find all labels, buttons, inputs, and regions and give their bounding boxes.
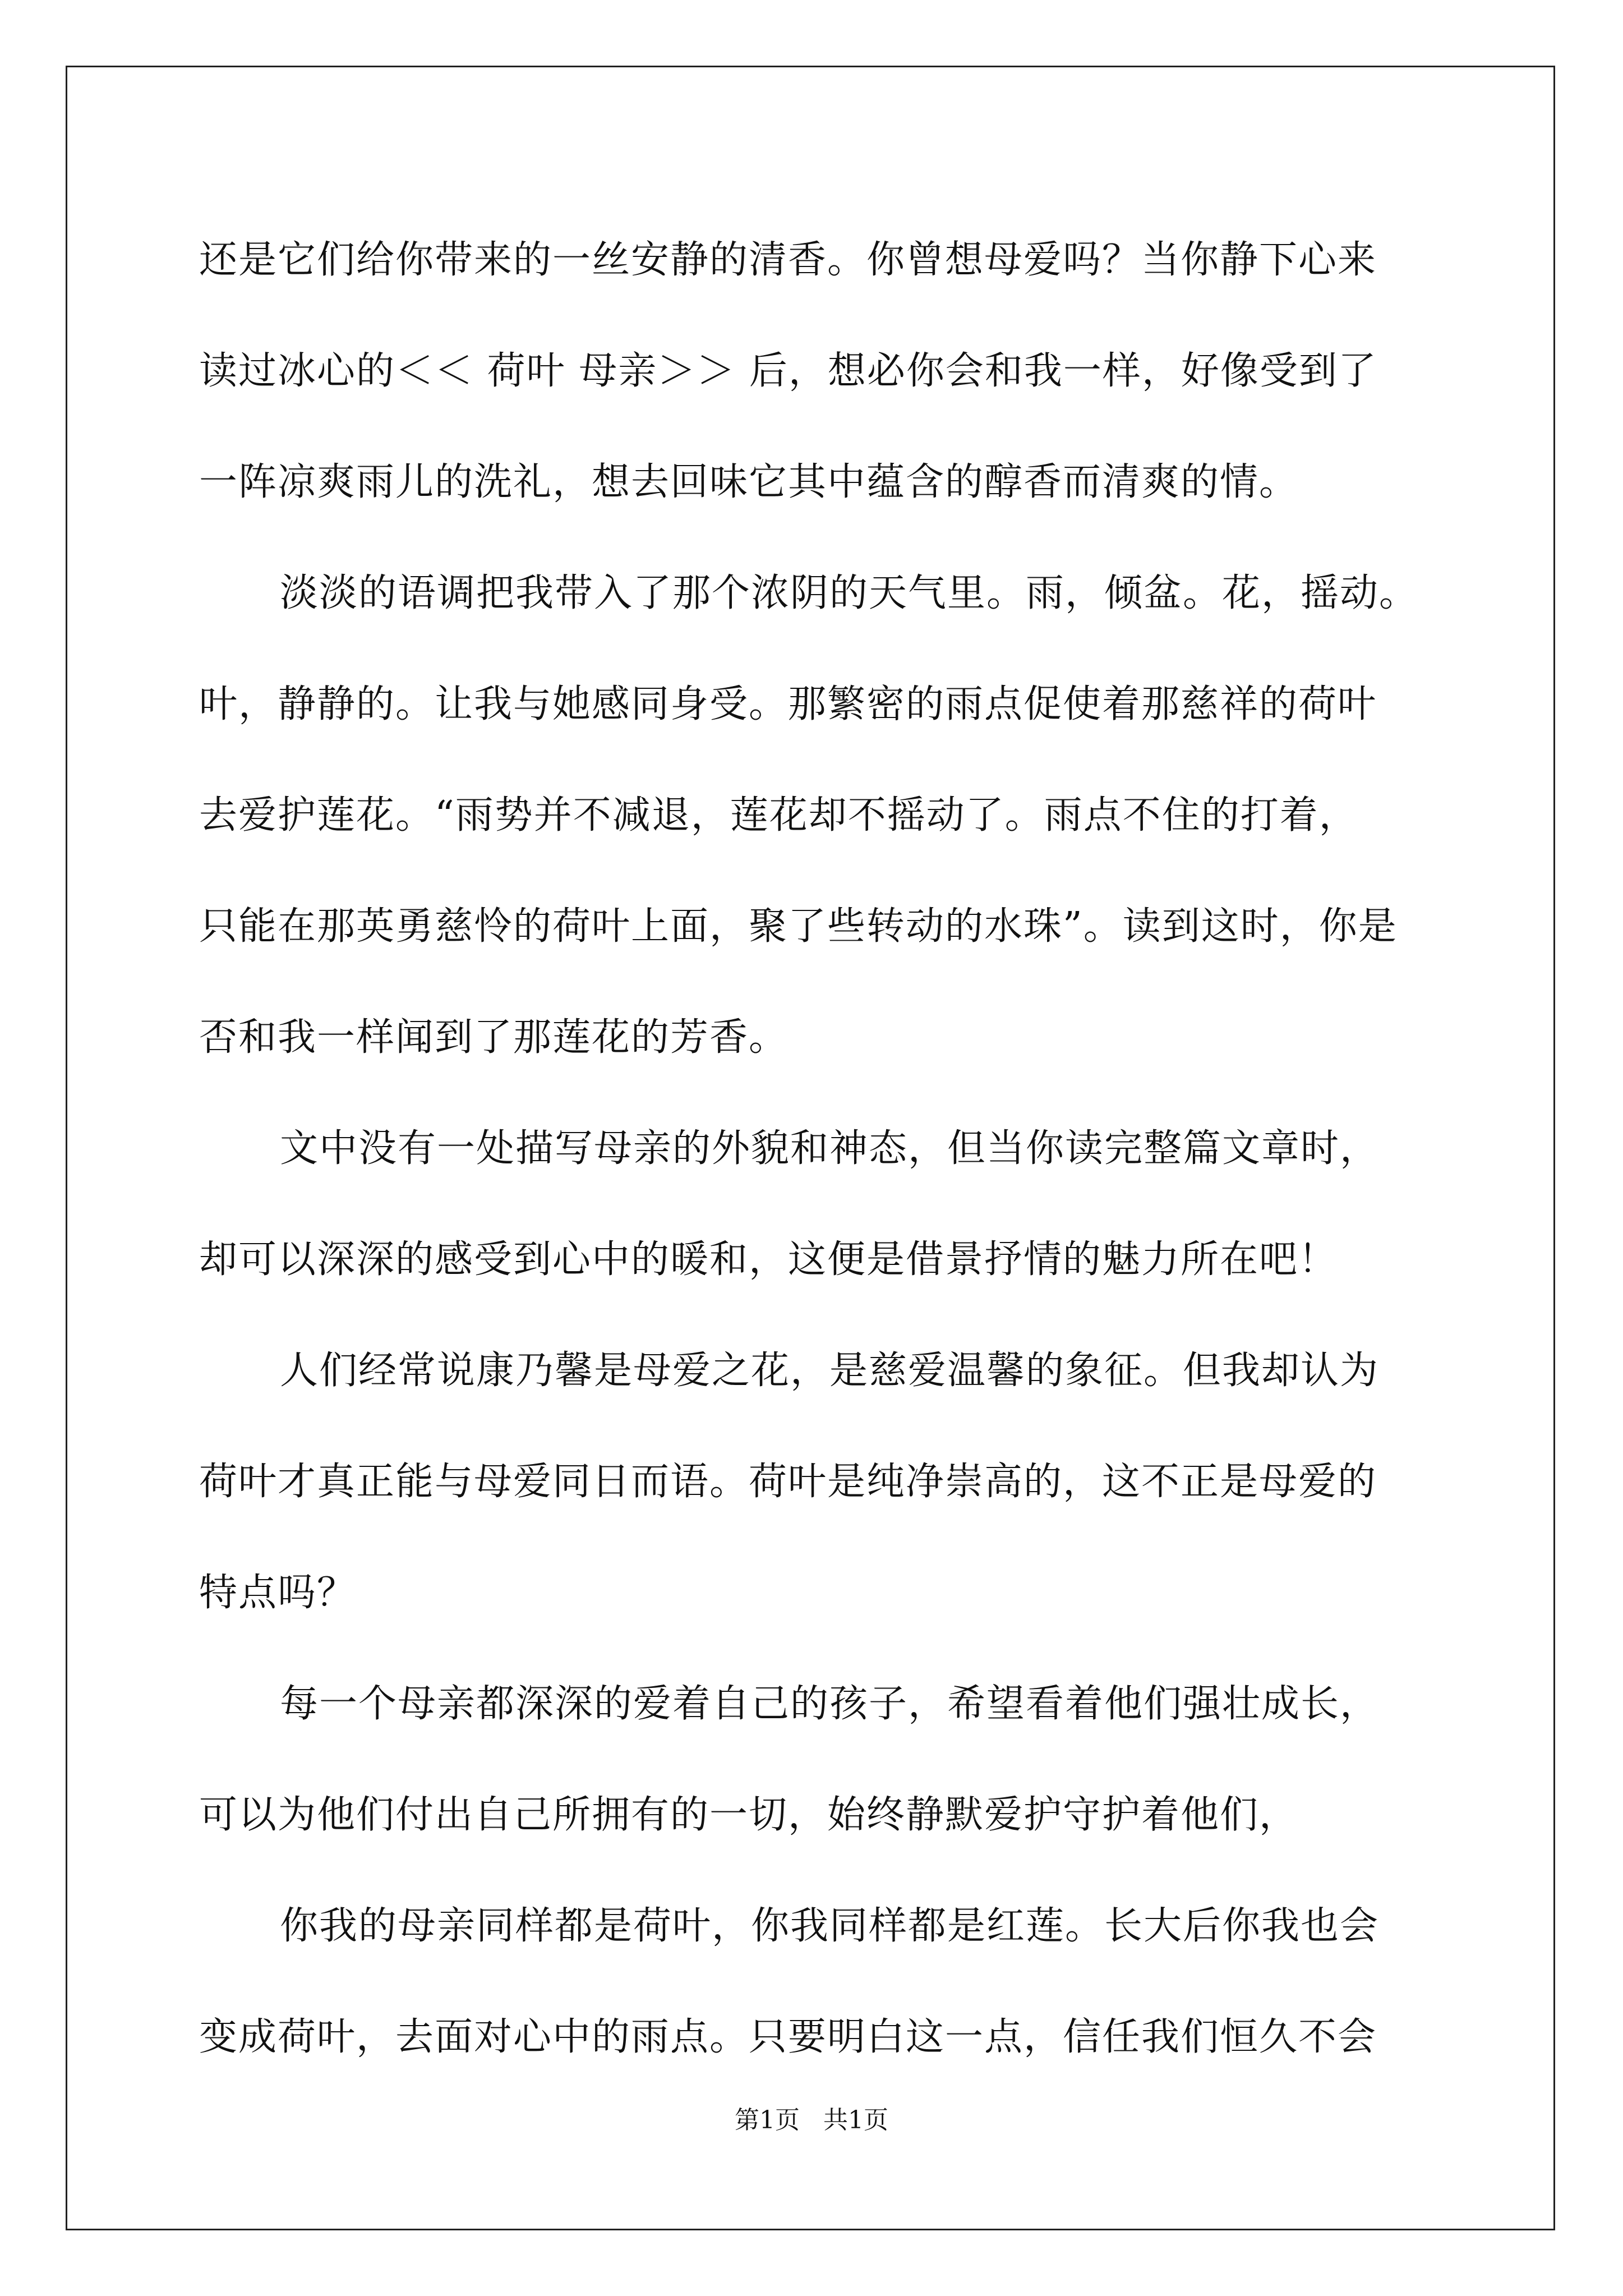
text-line-14: 每一个母亲都深深的爱着自己的孩子，希望看着他们强壮成长， bbox=[280, 1682, 1380, 1726]
text-line-17: 变成荷叶，去面对心中的雨点。只要明白这一点，信任我们恒久不会 bbox=[199, 2015, 1377, 2059]
page-number-footer: 第1页 共1页 bbox=[735, 2106, 888, 2134]
document-body bbox=[199, 205, 1438, 2093]
text-line-11: 人们经常说康乃馨是母爱之花，是慈爱温馨的象征。但我却认为 bbox=[280, 1349, 1380, 1393]
text-line-1: 还是它们给你带来的一丝安静的清香。你曾想母爱吗？当你静下心来 bbox=[199, 238, 1377, 282]
text-line-2: 读过冰心的＜＜ 荷叶 母亲＞＞ 后，想必你会和我一样，好像受到了 bbox=[199, 349, 1377, 393]
text-line-4: 淡淡的语调把我带入了那个浓阴的天气里。雨，倾盆。花，摇动。 bbox=[280, 571, 1419, 615]
text-line-9: 文中没有一处描写母亲的外貌和神态，但当你读完整篇文章时， bbox=[280, 1126, 1380, 1171]
text-line-3: 一阵凉爽雨儿的洗礼，想去回味它其中蕴含的醇香而清爽的情。 bbox=[199, 460, 1299, 504]
text-line-8: 否和我一样闻到了那莲花的芳香。 bbox=[199, 1015, 789, 1060]
text-line-5: 叶，静静的。让我与她感同身受。那繁密的雨点促使着那慈祥的荷叶 bbox=[199, 682, 1377, 726]
text-line-6: 去爱护莲花。“雨势并不减退，莲花却不摇动了。雨点不住的打着， bbox=[199, 793, 1358, 838]
text-line-13: 特点吗？ bbox=[199, 1571, 357, 1615]
text-line-10: 却可以深深的感受到心中的暖和，这便是借景抒情的魅力所在吧！ bbox=[199, 1237, 1338, 1282]
text-line-15: 可以为他们付出自己所拥有的一切，始终静默爱护守护着他们， bbox=[199, 1793, 1299, 1837]
text-line-16: 你我的母亲同样都是荷叶，你我同样都是红莲。长大后你我也会 bbox=[280, 1904, 1380, 1948]
text-line-12: 荷叶才真正能与母爱同日而语。荷叶是纯净崇高的，这不正是母爱的 bbox=[199, 1460, 1377, 1504]
text-line-7: 只能在那英勇慈怜的荷叶上面，聚了些转动的水珠”。读到这时，你是 bbox=[199, 904, 1398, 949]
